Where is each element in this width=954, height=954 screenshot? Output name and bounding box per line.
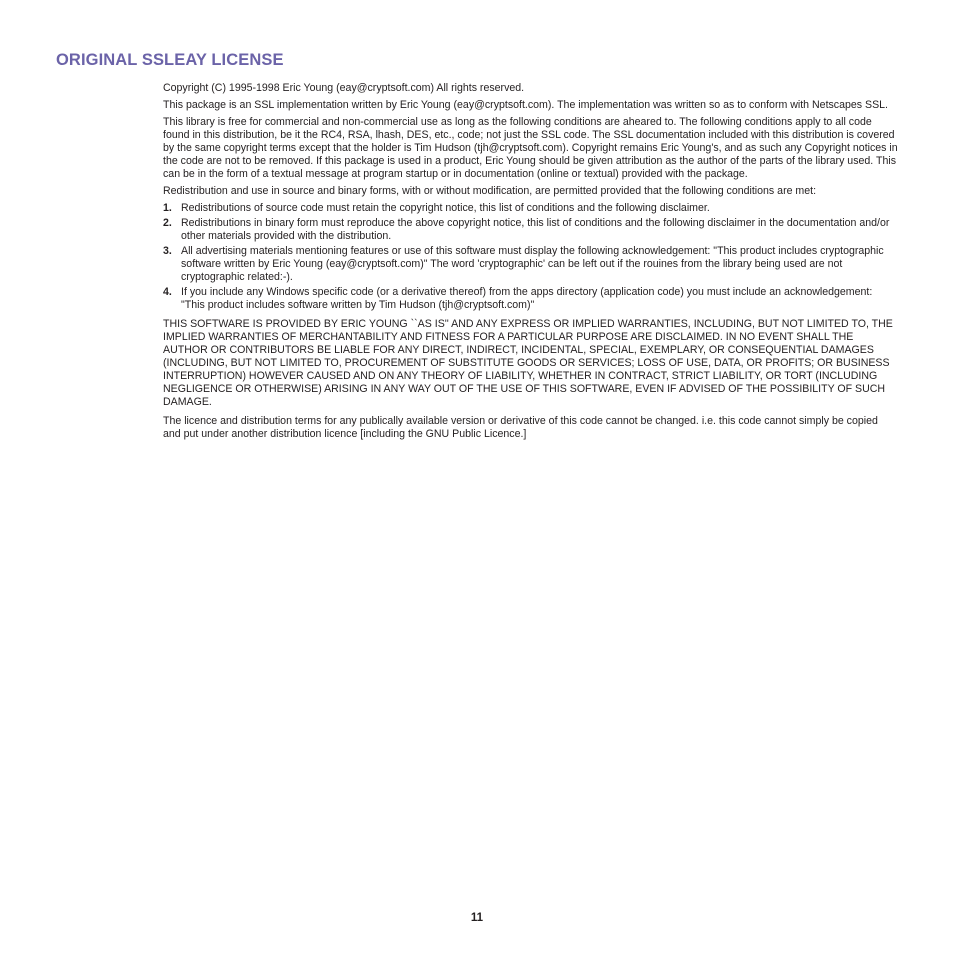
list-item <box>163 202 898 215</box>
disclaimer-paragraph: THIS SOFTWARE IS PROVIDED BY ERIC YOUNG ``AS IS'' AND ANY EXPRESS OR IMPLIED WARRANTIES, INCLUDING, BUT NOT LIMITED TO, THE IMPLIED WARRANTIES OF MERCHANTABILITY AND FITNESS FOR A PARTICULAR PURPOSE ARE DISCLAIMED. IN NO EVENT SHALL THE AUTHOR OR CONTRIBUTORS BE LIABLE FOR ANY DIRECT, INDIRECT, INCIDENTAL, SPECIAL, EXEMPLARY, OR CONSEQUENTIAL DAMAGES (INCLUDING, BUT NOT LIMITED TO, PROCUREMENT OF SUBSTITUTE GOODS OR SERVICES; LOSS OF USE, DATA, OR PROFITS; OR BUSINESS INTERRUPTION) HOWEVER CAUSED AND ON ANY THEORY OF LIABILITY, WHETHER IN CONTRACT, STRICT LIABILITY, OR TORT (INCLUDING NEGLIGENCE OR OTHERWISE) ARISING IN ANY WAY OUT OF THE USE OF THIS SOFTWARE, EVEN IF ADVISED OF THE POSSIBILITY OF SUCH DAMAGE. <box>163 318 893 408</box>
page-number: 11 <box>470 912 484 924</box>
conditions-list <box>163 202 898 312</box>
list-item <box>163 245 898 284</box>
package-paragraph: This package is an SSL implementation written by Eric Young (eay@cryptsoft.com). The implementation was written so as to conform with Netscapes SSL. <box>163 99 888 111</box>
list-item <box>163 286 898 312</box>
library-terms-paragraph: This library is free for commercial and non-commercial use as long as the following conditions are aheared to. The following conditions apply to all code found in this distribution, be it the RC4, RSA, lhash, DES, etc., code; not just the SSL code. The SSL documentation included with this distribution is covered by the same copyright terms except that the holder is Tim Hudson (tjh@cryptsoft.com). Copyright remains Eric Young's, and as such any Copyright notices in the code are not to be removed. If this package is used in a product, Eric Young should be given attribution as the author of the parts of the library used. This can be in the form of a textual message at program startup or in documentation (online or textual) provided with the package. <box>163 116 898 180</box>
list-item-text: All advertising materials mentioning features or use of this software must display the following acknowledgement: "This product includes cryptographic software written by Eric Young (eay@cryptsoft.com)" The word 'cryptographic' can be left out if the rouines from the library being used are not cryptographic related:-). <box>181 245 884 283</box>
list-item-text: If you include any Windows specific code (or a derivative thereof) from the apps directory (application code) you must include an acknowledgement: "This product includes software written by Tim Hudson (tjh@cryptsoft.com)" <box>181 286 873 311</box>
list-item-text: Redistributions in binary form must reproduce the above copyright notice, this list of conditions and the following disclaimer in the documentation and/or other materials provided with the distribution. <box>181 217 890 242</box>
list-item-number: 1. <box>163 202 172 214</box>
list-item-number: 3. <box>163 245 172 257</box>
list-item-number: 4. <box>163 286 172 298</box>
copyright-paragraph: Copyright (C) 1995-1998 Eric Young (eay@cryptsoft.com) All rights reserved. <box>163 82 525 94</box>
closing-paragraph: The licence and distribution terms for any publically available version or derivative of this code cannot be changed. i.e. this code cannot simply be copied and put under another distribution licence [including the GNU Public Licence.] <box>163 415 878 440</box>
page-title: ORIGINAL SSLEAY LICENSE <box>56 51 284 69</box>
list-item-number: 2. <box>163 217 172 229</box>
redistribution-paragraph: Redistribution and use in source and binary forms, with or without modification, are permitted provided that the following conditions are met: <box>163 185 817 197</box>
license-body <box>163 82 898 445</box>
list-item <box>163 217 898 243</box>
list-item-text: Redistributions of source code must retain the copyright notice, this list of conditions and the following disclaimer. <box>181 202 710 214</box>
